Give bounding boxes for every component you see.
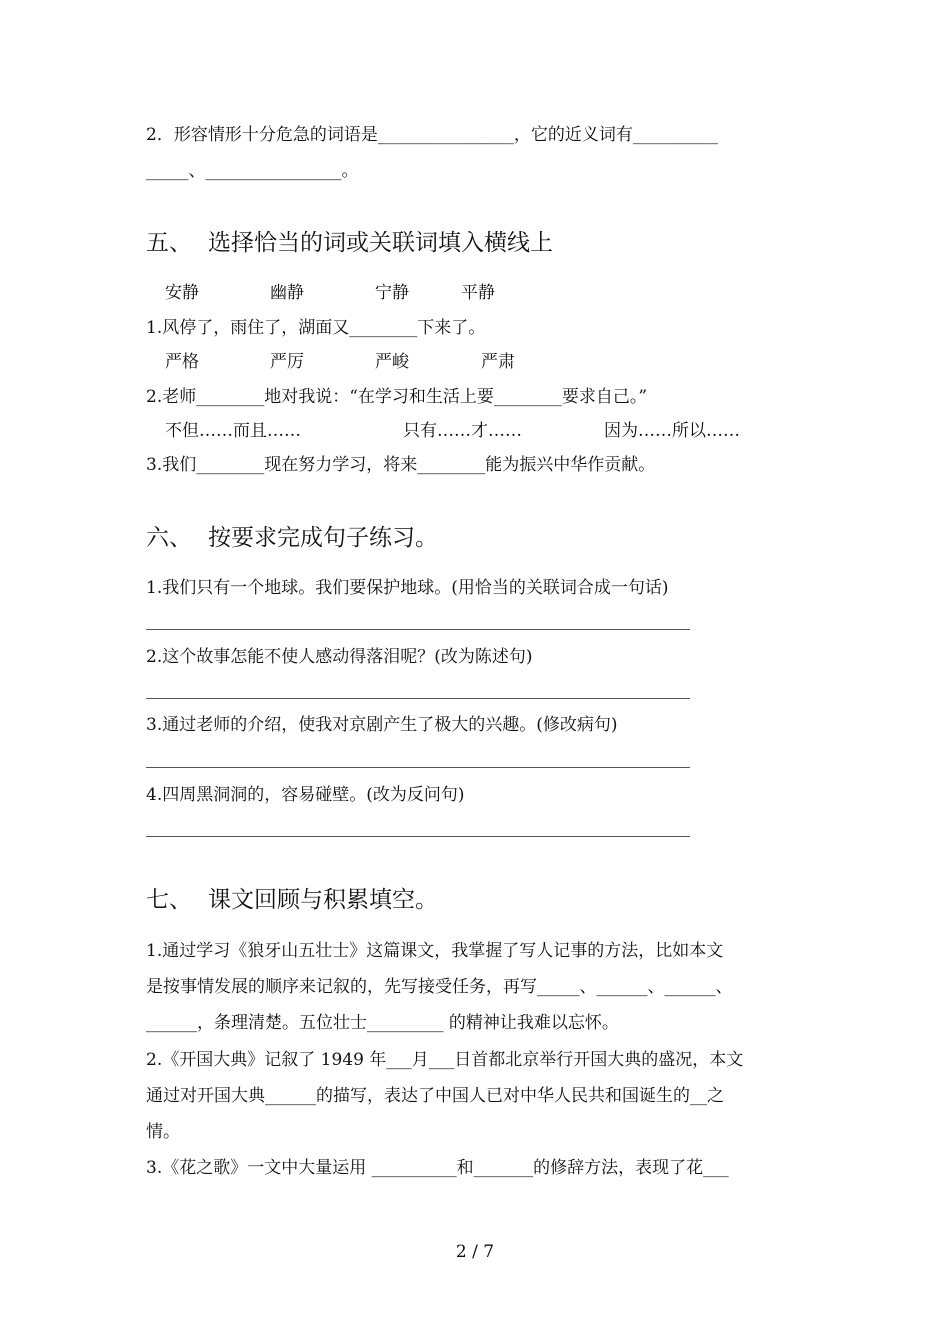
s7-q3-line1: 3.《花之歌》一文中大量运用 __________和_______的修辞方法，表现了花___ [146, 1158, 729, 1178]
s7-q1-line1: 1.通过学习《狼牙山五壮士》这篇课文，我掌握了写人记事的方法，比如本文 [146, 941, 724, 961]
s4-q2-line1: 2．形容情形十分危急的词语是________________，它的近义词有__________ [146, 125, 718, 145]
s7-q2-line3: 情。 [146, 1122, 180, 1142]
s6-q4: 4.四周黑洞洞的，容易碰壁。(改为反问句) [146, 785, 465, 805]
s7-q2-line2: 通过对开国大典______的描写，表达了中国人已对中华人民共和国诞生的__之 [146, 1086, 724, 1106]
section-7-number: 七、 [146, 887, 192, 913]
s7-q1-line2: 是按事情发展的顺序来记叙的，先写接受任务，再写_____、______、______、 [146, 977, 733, 997]
s5-option: 严肃 [481, 352, 515, 372]
s5-option: 严峻 [375, 352, 409, 372]
section-6-number: 六、 [146, 525, 192, 551]
s5-option: 不但……而且…… [165, 421, 301, 441]
s5-options-row-1 [0, 282, 950, 304]
s5-q1: 1.风停了，雨住了，湖面又________下来了。 [146, 318, 486, 338]
s5-option: 安静 [165, 283, 199, 303]
section-5-heading [146, 228, 553, 258]
section-7-heading [146, 885, 438, 915]
s7-q1-line3: ______，条理清楚。五位壮士_________ 的精神让我难以忘怀。 [146, 1013, 619, 1033]
s5-option: 平静 [461, 283, 495, 303]
s7-q2-line1: 2.《开国大典》记叙了 1949 年___月___日首都北京举行开国大典的盛况，本文 [146, 1050, 744, 1070]
s5-option: 幽静 [270, 283, 304, 303]
s6-q1-answer-line [146, 629, 690, 630]
s6-q3-answer-line [146, 767, 690, 768]
s5-options-row-2 [0, 351, 950, 373]
s5-option: 严厉 [270, 352, 304, 372]
s5-q2: 2.老师________地对我说：“在学习和生活上要________要求自己。” [146, 387, 648, 407]
section-5-number: 五、 [146, 230, 192, 256]
section-7-title: 课文回顾与积累填空。 [208, 887, 438, 913]
s6-q4-answer-line [146, 836, 690, 837]
page-number: 2 / 7 [455, 1242, 495, 1262]
s5-option: 严格 [165, 352, 199, 372]
s6-q3: 3.通过老师的介绍，使我对京剧产生了极大的兴趣。(修改病句) [146, 715, 618, 735]
s5-q3: 3.我们________现在努力学习，将来________能为振兴中华作贡献。 [146, 455, 656, 475]
s5-option: 只有……才…… [403, 421, 522, 441]
s4-q2-line2: _____、________________。 [146, 161, 359, 181]
s6-q2-answer-line [146, 698, 690, 699]
section-6-heading [146, 523, 438, 553]
s5-option: 因为……所以…… [604, 421, 740, 441]
s6-q2: 2.这个故事怎能不使人感动得落泪呢？(改为陈述句) [146, 647, 533, 667]
s5-options-row-3 [0, 420, 950, 442]
s5-option: 宁静 [375, 283, 409, 303]
section-6-title: 按要求完成句子练习。 [208, 525, 438, 551]
section-5-title: 选择恰当的词或关联词填入横线上 [208, 230, 553, 256]
s6-q1: 1.我们只有一个地球。我们要保护地球。(用恰当的关联词合成一句话) [146, 578, 669, 598]
